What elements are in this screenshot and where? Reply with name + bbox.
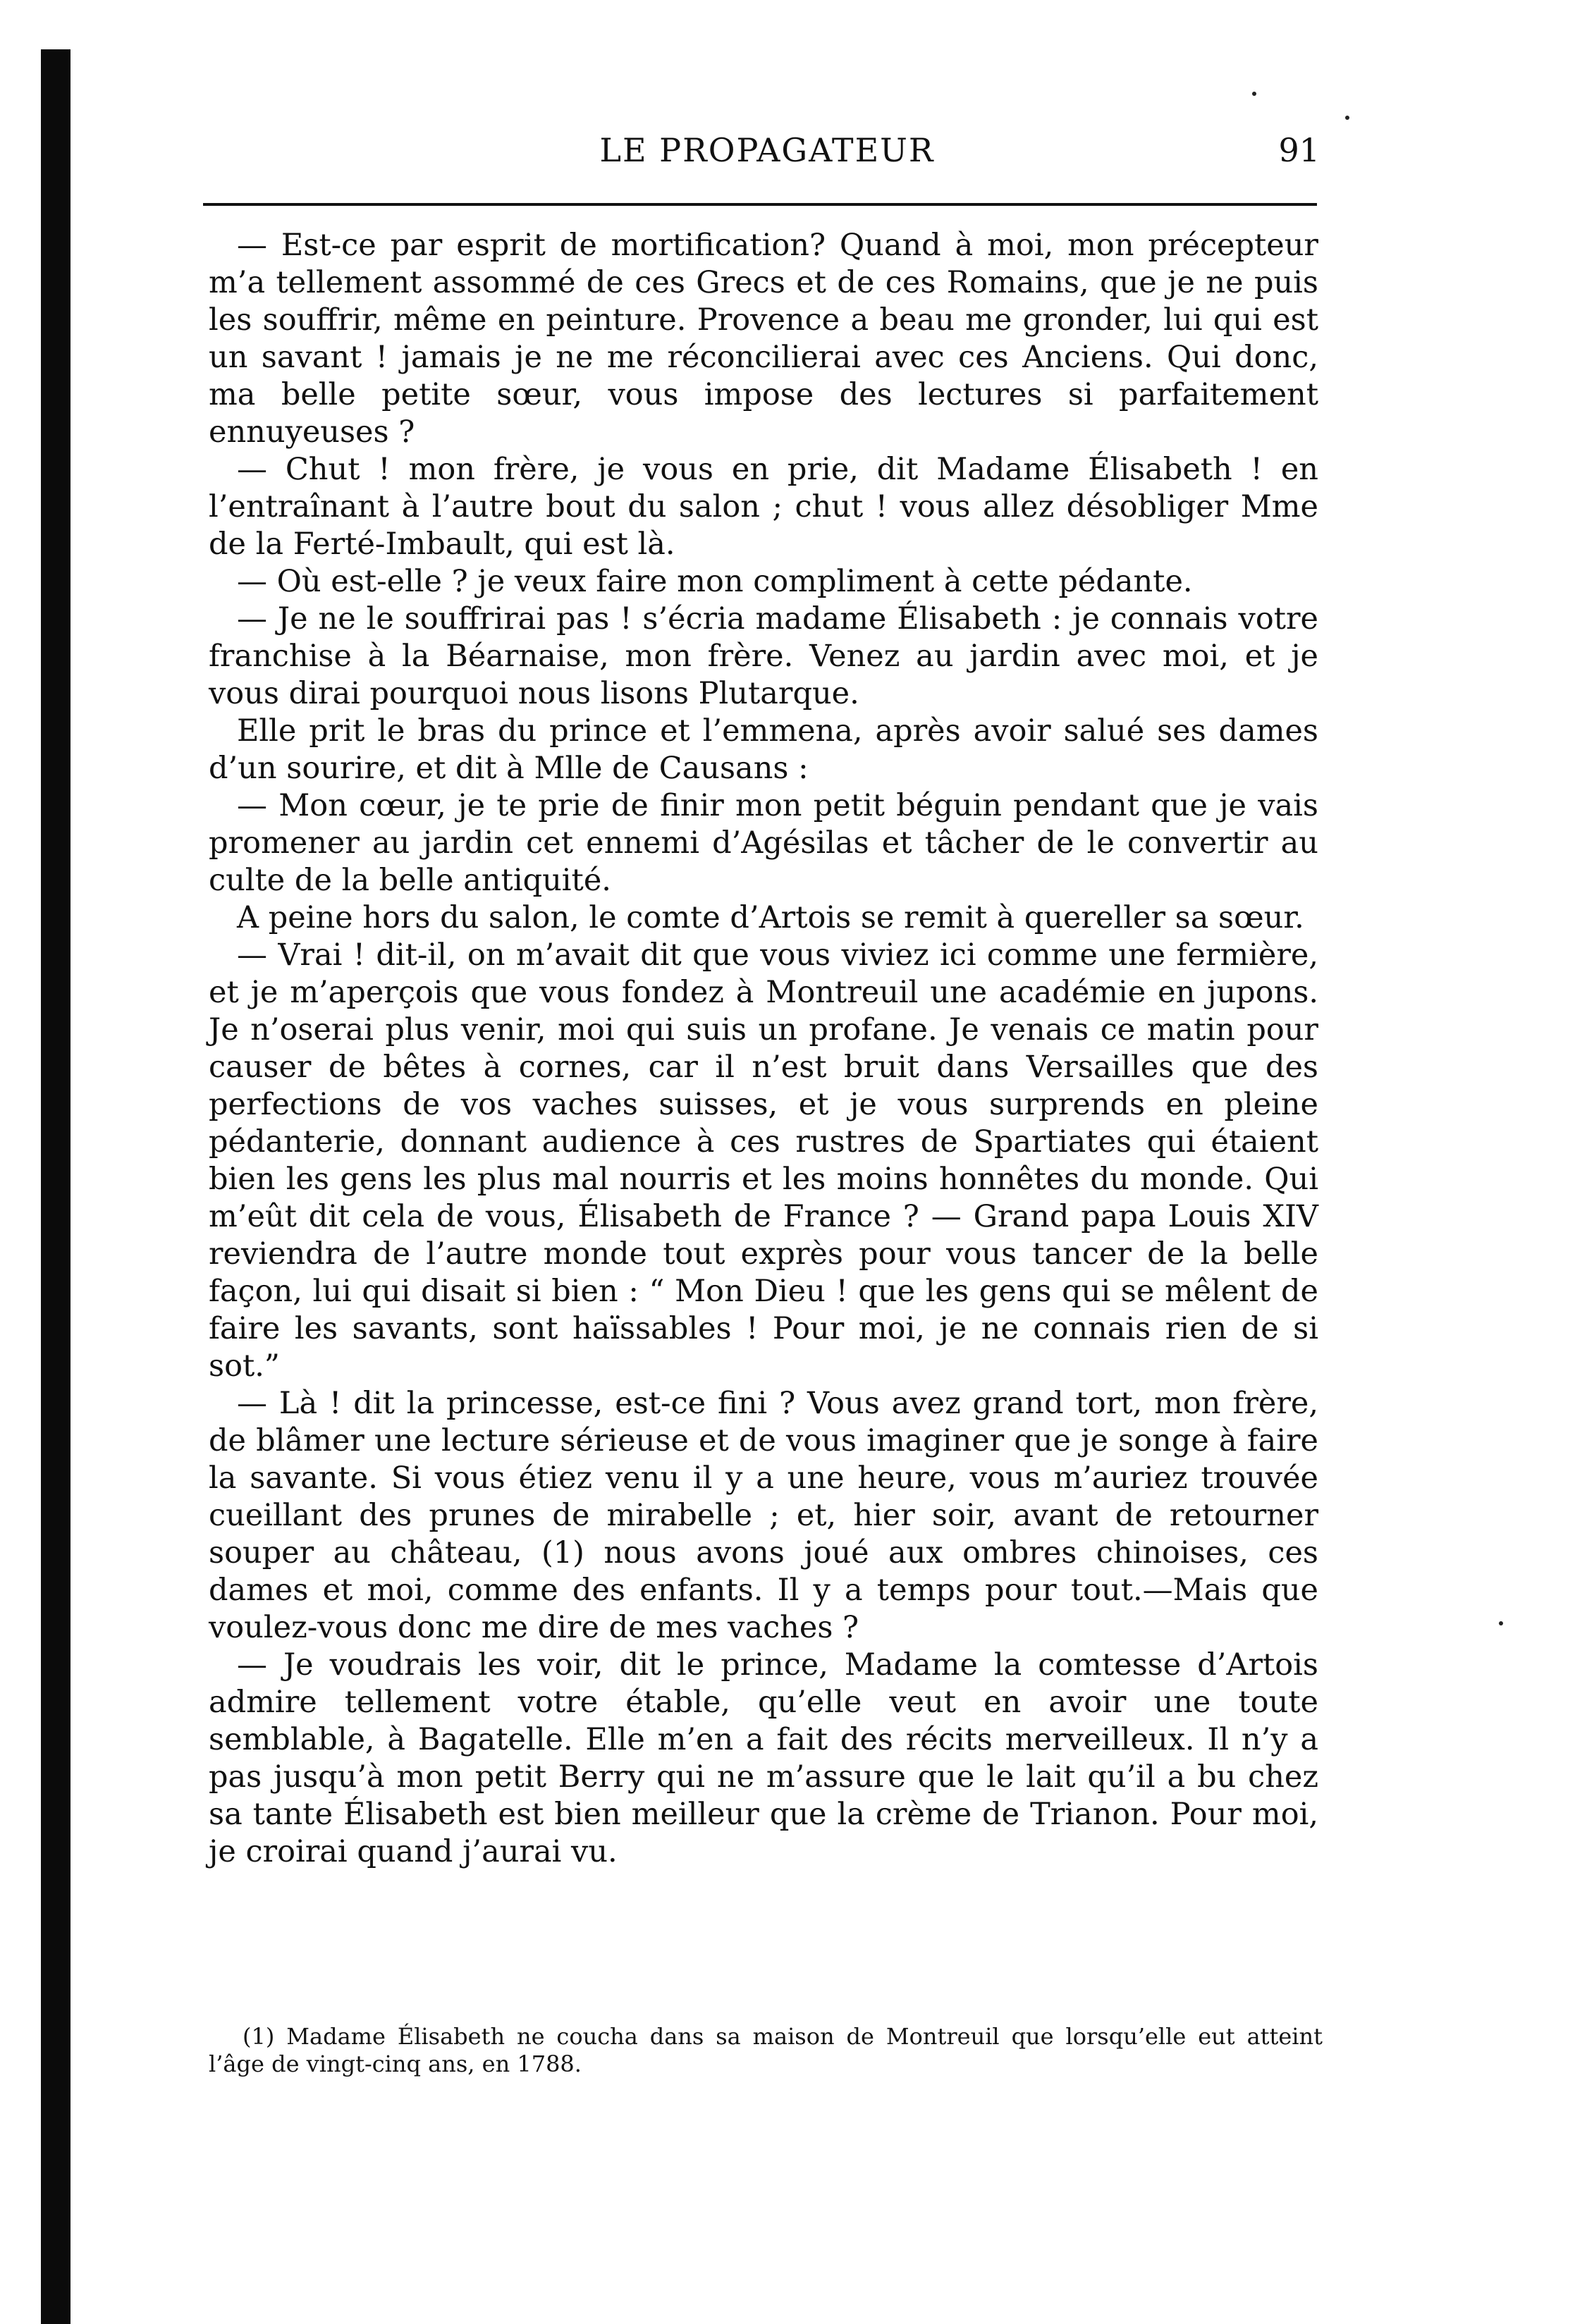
- paragraph: A peine hors du salon, le comte d’Artois se remit à quereller sa sœur.: [237, 900, 1304, 935]
- running-title: LE PROPAGATEUR: [599, 131, 935, 169]
- paragraph: — Je voudrais les voir, dit le prince, Madame la comtesse d’Artois admire tellement votre étable, qu’elle veut en avoir une toute semblable, à Bagatelle. Elle m’en a fait des récits merveilleux. Il n’y a pas jusqu’à mon petit Berry qui ne m’assure que le lait qu’il a bu chez sa tante Élisabeth est bien meilleur que la crème de Trianon. Pour moi, je croirai quand j’aurai vu.: [209, 1647, 1318, 1869]
- running-head: [203, 131, 1331, 173]
- paragraph: — Chut ! mon frère, je vous en prie, dit Madame Élisabeth ! en l’entraînant à l’autre bout du salon ; chut ! vous allez désobliger Mme de la Ferté-Imbault, qui est là.: [209, 452, 1318, 562]
- footnote: [209, 2023, 1323, 2078]
- paragraph: — Je ne le souffrirai pas ! s’écria madame Élisabeth : je connais votre franchise à la Béarnaise, mon frère. Venez au jardin avec moi, et je vous dirai pourquoi nous lisons Plutarque.: [209, 601, 1318, 711]
- print-speck: [1345, 116, 1349, 120]
- footnote-text: (1) Madame Élisabeth ne coucha dans sa maison de Montreuil que lorsqu’elle eut atteint l’âge de vingt-cinq ans, en 1788.: [209, 2023, 1323, 2077]
- paragraph: — Est-ce par esprit de mortification? Quand à moi, mon précepteur m’a tellement assommé de ces Grecs et de ces Romains, que je ne puis les souffrir, même en peinture. Provence a beau me gronder, lui qui est un savant ! jamais je ne me réconcilierai avec ces Anciens. Qui donc, ma belle petite sœur, vous impose des lectures si parfaitement ennuyeuses ?: [209, 228, 1318, 450]
- paragraph: — Vrai ! dit-il, on m’avait dit que vous viviez ici comme une fermière, et je m’aperçois que vous fondez à Montreuil une académie en jupons. Je n’oserai plus venir, moi qui suis un profane. Je venais ce matin pour causer de bêtes à cornes, car il n’est bruit dans Versailles que des perfections de vos vaches suisses, et je vous surprends en pleine pédanterie, donnant audience à ces rustres de Spartiates qui étaient bien les gens les plus mal nourris et les moins honnêtes du monde. Qui m’eût dit cela de vous, Élisabeth de France ? — Grand papa Louis XIV reviendra de l’autre monde tout exprès pour vous tancer de la belle façon, lui qui disait si bien : “ Mon Dieu ! que les gens qui se mêlent de faire les savants, sont haïssables ! Pour moi, je ne connais rien de si sot.”: [209, 937, 1318, 1384]
- paragraph: Elle prit le bras du prince et l’emmena, après avoir salué ses dames d’un sourire, et dit à Mlle de Causans :: [209, 713, 1318, 786]
- paragraph: — Mon cœur, je te prie de finir mon petit béguin pendant que je vais promener au jardin cet ennemi d’Agésilas et tâcher de le convertir au culte de la belle antiquité.: [209, 788, 1318, 898]
- paragraph: — Où est-elle ? je veux faire mon compliment à cette pédante.: [237, 564, 1193, 599]
- page-binding-edge: [41, 49, 71, 2324]
- print-speck: [1499, 1621, 1503, 1625]
- body-text: [209, 227, 1318, 1871]
- header-rule: [203, 203, 1317, 206]
- print-speck: [1252, 92, 1256, 96]
- paragraph: — Là ! dit la princesse, est-ce fini ? Vous avez grand tort, mon frère, de blâmer une lecture sérieuse et de vous imaginer que je songe à faire la savante. Si vous étiez venu il y a une heure, vous m’auriez trouvée cueillant des prunes de mirabelle ; et, hier soir, avant de retourner souper au château, (1) nous avons joué aux ombres chinoises, ces dames et moi, comme des enfants. Il y a temps pour tout.—Mais que voulez-vous donc me dire de mes vaches ?: [209, 1386, 1318, 1645]
- page-number: 91: [1278, 131, 1320, 169]
